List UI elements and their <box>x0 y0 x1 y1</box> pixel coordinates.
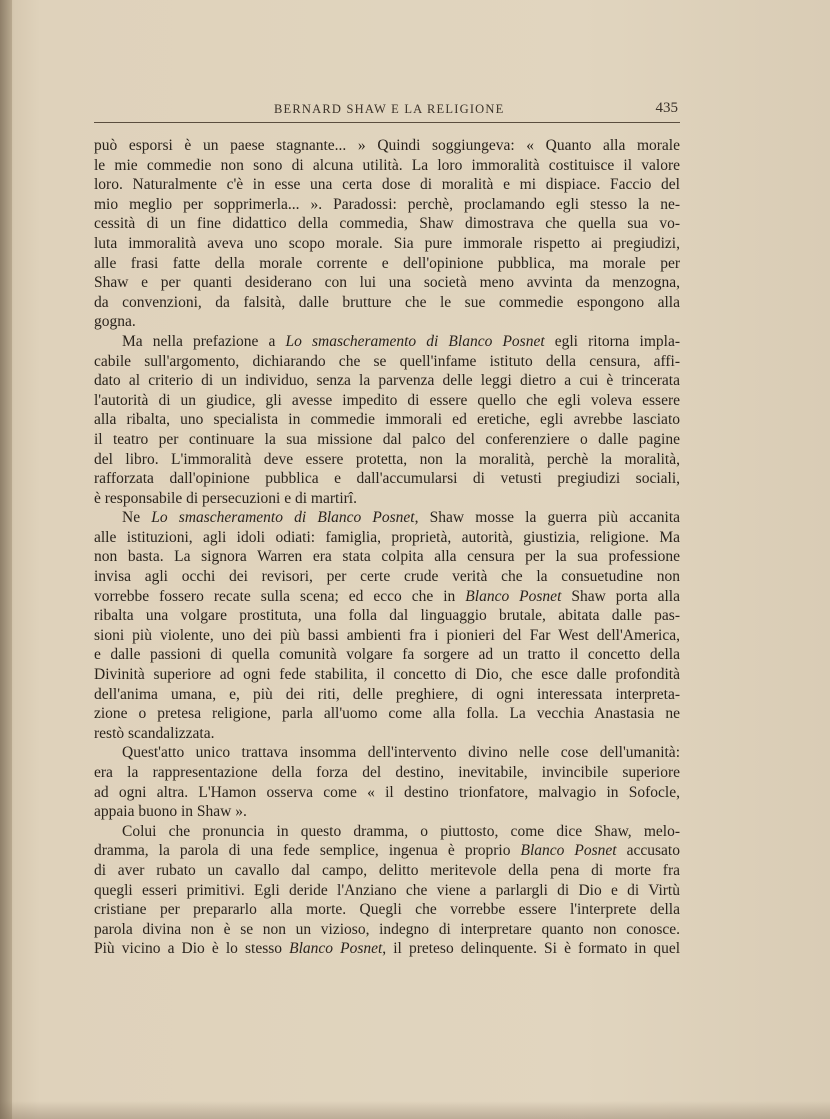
text-line: può esporsi è un paese stagnante... » Quindi soggiungeva: « Quanto alla morale <box>94 137 680 154</box>
text-line: Divinità superiore ad ogni fede stabilita, il concetto di Dio, che esce dalle profondità <box>94 666 680 684</box>
italic-title: Blanco Posnet <box>465 587 562 605</box>
text-line: sioni più violente, uno dei più bassi ambienti fra i pionieri del Far West dell'America, <box>94 626 680 644</box>
text-line: le mie commedie non sono di alcuna utilità. La loro immoralità costituisce il valore <box>94 156 680 174</box>
text-line: da convenzioni, da falsità, dalle brutture che le sue commedie espongono alla <box>94 293 680 311</box>
text-line: non basta. La signora Warren era stata colpita alla censura per la sua professione <box>94 548 680 566</box>
text-line: ribalta una volgare prostituta, una folla dal linguaggio brutale, abitata dalle pas- <box>94 607 680 625</box>
page-header <box>94 100 680 120</box>
text-line: zione o pretesa religione, parla all'uomo come alla folla. La vecchia Anastasia ne <box>94 705 680 723</box>
text-line: dato al criterio di un individuo, senza la parvenza delle leggi dietro a cui è trincerata <box>94 372 680 390</box>
running-title: BERNARD SHAW E LA RELIGIONE <box>274 102 505 116</box>
text-line: alla ribalta, uno specialista in commedie immorali ed eretiche, egli avrebbe lasciato <box>94 411 680 429</box>
italic-title: Blanco Posnet <box>289 940 383 958</box>
text-line: cessità di un fine didattico della commedia, Shaw dimostrava che quella sua vo- <box>94 215 680 233</box>
text-line: ad ogni altra. L'Hamon osserva come « il destino trionfatore, malvagio in Sofocle, <box>94 783 680 801</box>
text-line: Shaw e per quanti desiderano con lui una società meno avvinta da menzogna, <box>94 274 680 292</box>
text-line: appaia buono in Shaw ». <box>94 803 247 821</box>
header-rule <box>94 122 680 123</box>
text-line: era la rappresentazione della forza del destino, inevitabile, invincibile superiore <box>94 764 680 781</box>
text-line: invisa agli occhi dei revisori, per certe crude verità che la consuetudine non <box>94 568 680 586</box>
text-line: Ne Lo smascheramento di Blanco Posnet, Shaw mosse la guerra più accanita <box>122 509 680 527</box>
text-line: cabile sull'argomento, dichiarando che se quell'infame istituto della censura, affi- <box>94 352 680 370</box>
text-line: e dalle passioni di quella comunità volgare fa sorgere ad un tratto il concetto della <box>94 646 680 664</box>
text-line: luta immoralità aveva uno scopo morale. Sia pure immorale rispetto ai pregiudizi, <box>94 234 680 252</box>
text-line: l'autorità di un giudice, gli avesse impedito di essere quello che egli voleva essere <box>94 391 680 409</box>
text-line: del libro. L'immoralità deve essere protetta, non la moralità, perchè la moralità, <box>94 450 680 468</box>
text-line: il teatro per continuare la sua missione dal palco del conferenziere o dalle pagine <box>94 430 680 448</box>
text-line: gogna. <box>94 313 136 331</box>
text-line: dell'anima umana, e, più dei riti, delle preghiere, di ogni interessata interpreta- <box>94 685 680 703</box>
italic-title: Lo smascheramento di Blanco Posnet <box>151 509 415 527</box>
text-line: cristiane per prepararlo alla morte. Quegli che vorrebbe essere l'interprete della <box>94 901 680 919</box>
text-line: mio meglio per sopprimerla... ». Paradossi: perchè, proclamando egli stesso la ne- <box>94 195 680 213</box>
text-line: rafforzata dall'opinione pubblica e dall'accumularsi di vetusti pregiudizi sociali, <box>94 470 680 488</box>
text-line: Quest'atto unico trattava insomma dell'intervento divino nelle cose dell'umanità: <box>122 744 680 762</box>
italic-title: Lo smascheramento di Blanco Posnet <box>285 332 545 350</box>
text-line: è responsabile di persecuzioni e di martirî. <box>94 489 357 507</box>
text-line: alle frasi fatte della morale corrente e dell'opinione pubblica, ma morale per <box>94 254 680 272</box>
text-line: Colui che pronuncia in questo dramma, o piuttosto, come dice Shaw, melo- <box>122 822 680 840</box>
text-line: di aver rubato un cavallo dal campo, delitto meritevole della pena di morte fra <box>94 861 680 879</box>
body-text <box>94 136 680 959</box>
italic-title: Blanco Posnet <box>520 842 617 860</box>
text-line: Più vicino a Dio è lo stesso Blanco Posnet, il preteso delinquente. Si è formato in quel <box>94 940 680 958</box>
text-line: loro. Naturalmente c'è in esse una certa dose di moralità e mi dispiace. Faccio del <box>94 176 680 194</box>
text-line: dramma, la parola di una fede semplice, ingenua è proprio Blanco Posnet accusato <box>94 842 680 860</box>
text-line: quegli esseri primitivi. Egli deride l'Anziano che viene a parlargli di Dio e di Virtù <box>94 881 680 899</box>
text-line: vorrebbe fossero recate sulla scena; ed ecco che in Blanco Posnet Shaw porta alla <box>94 587 680 605</box>
text-line: Ma nella prefazione a Lo smascheramento di Blanco Posnet egli ritorna impla- <box>122 332 680 350</box>
text-line: alle istituzioni, agli idoli odiati: famiglia, proprietà, autorità, giustizia, religione. Ma <box>94 528 680 546</box>
page-number: 435 <box>655 100 678 116</box>
text-line: parola divina non è se non un vizioso, indegno di interpretare quanto non conosce. <box>94 920 680 938</box>
text-line: restò scandalizzata. <box>94 724 215 742</box>
